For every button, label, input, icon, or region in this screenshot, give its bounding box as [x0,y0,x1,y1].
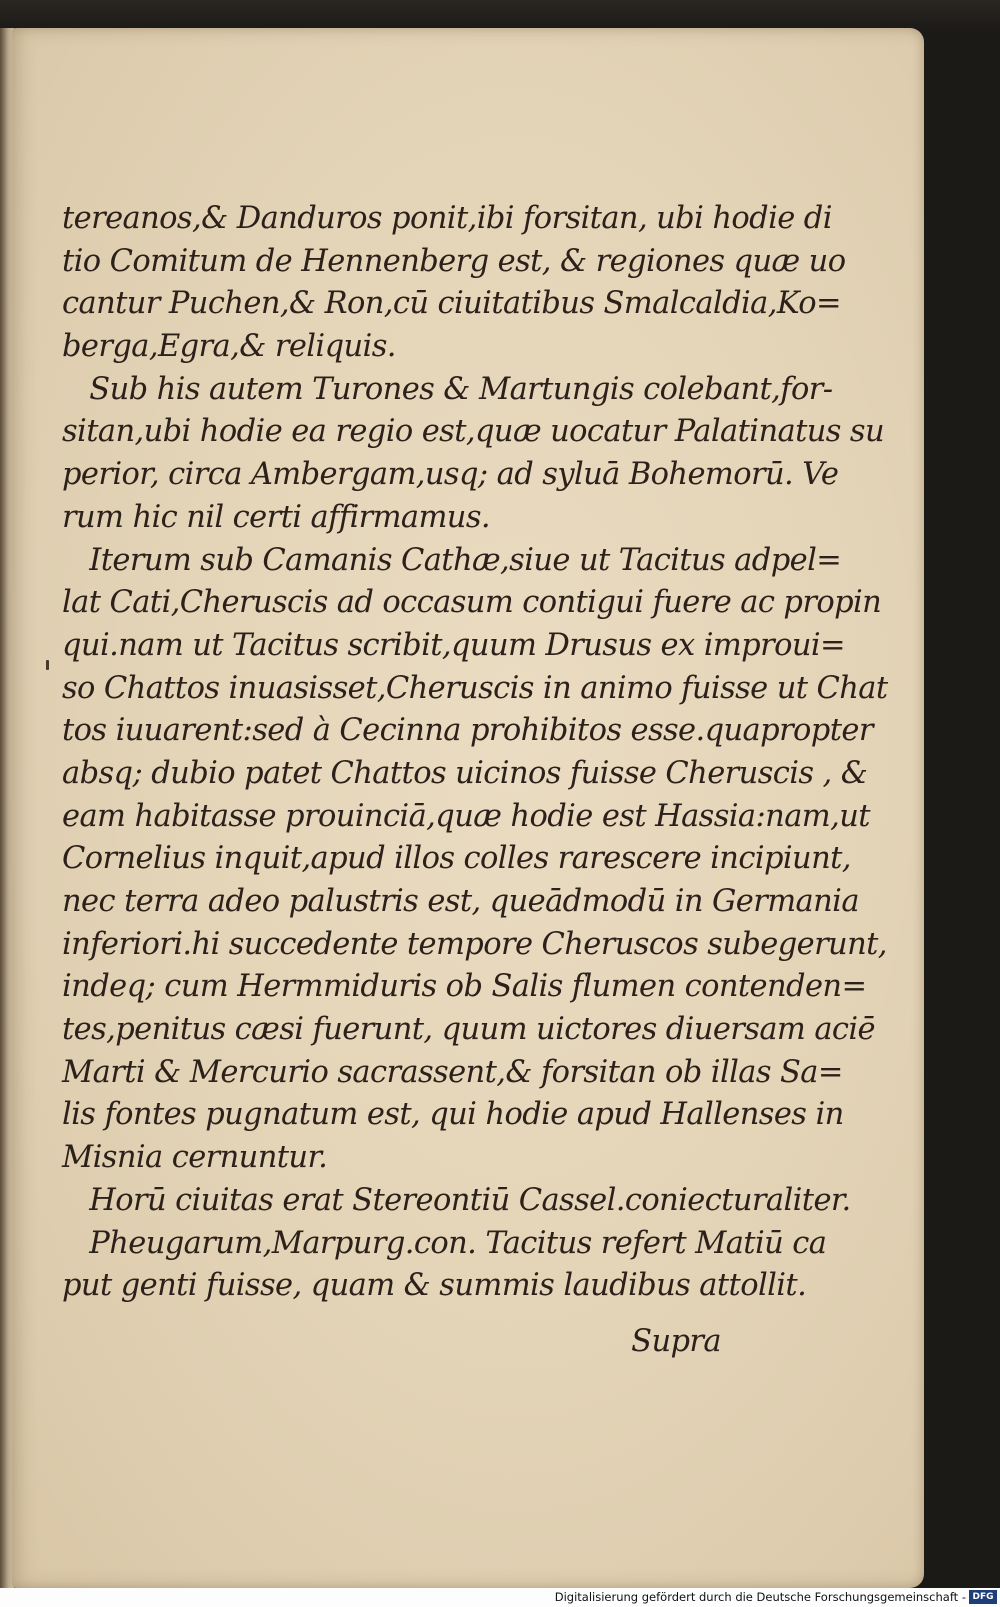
text-line: Cornelius inquit,apud illos colles rarescere incipiunt, [62,841,851,877]
book-page [12,28,924,1588]
text-line: tio Comitum de Hennenberg est, & regiones quæ uo [62,243,846,279]
text-line: Sub his autem Turones & Martungis colebant,for- [62,371,833,407]
text-line: eam habitasse prouinciā,quæ hodie est Hassia:nam,ut [62,798,870,834]
dfg-logo: DFG [969,1590,997,1604]
text-line: tereanos,& Danduros ponit,ibi forsitan, ubi hodie di [62,201,832,236]
text-line: qui.nam ut Tacitus scribit,quum Drusus ex improui= [62,627,845,663]
footer-credit: Digitalisierung gefördert durch die Deutsche Forschungsgemeinschaft - [554,1590,966,1604]
text-line: lat Cati,Cheruscis ad occasum contigui fuere ac propin [62,585,882,621]
text-line: rum hic nil certi affirmamus. [62,499,490,535]
text-line: Marti & Mercurio sacrassent,& forsitan ob illas Sa= [62,1054,843,1090]
text-line: nec terra adeo palustris est, queādmodū in Germania [62,884,859,919]
text-line: Pheugarum,Marpurg.con. Tacitus refert Matiū ca [62,1225,827,1261]
text-line: tes,penitus cæsi fuerunt, quum uictores diuersam aciē [62,1012,875,1048]
text-line: indeq; cum Hermmiduris ob Salis flumen contenden= [62,969,867,1005]
text-line: perior, circa Ambergam,usq; ad syluā Bohemorū. Ve [62,457,839,493]
text-line: tos iuuarent:sed à Cecinna prohibitos esse.quapropter [62,713,873,749]
scan-background [0,0,1000,30]
text-line: Iterum sub Camanis Cathæ,siue ut Tacitus adpel= [62,542,842,578]
margin-mark [46,660,49,670]
text-line: Misnia cernuntur. [62,1140,328,1176]
text-line: berga,Egra,& reliquis. [62,329,396,365]
text-line: inferiori.hi succedente tempore Cheruscos subegerunt, [62,926,887,962]
text-line: sitan,ubi hodie ea regio est,quæ uocatur Palatinatus su [62,414,885,450]
text-line: lis fontes pugnatum est, qui hodie apud Hallenses in [62,1097,844,1133]
text-line: so Chattos inuasisset,Cheruscis in animo fuisse ut Chat [62,670,888,706]
text-line: put genti fuisse, quam & summis laudibus attollit. [62,1268,807,1304]
text-line: cantur Puchen,& Ron,cū ciuitatibus Smalcaldia,Ko= [62,286,841,322]
body-text [62,198,888,1308]
text-line: Horū ciuitas erat Stereontiū Cassel.coniecturaliter. [62,1182,851,1218]
catchword: Supra [631,1324,721,1359]
text-line: absq; dubio patet Chattos uicinos fuisse Cheruscis , & [62,755,868,791]
